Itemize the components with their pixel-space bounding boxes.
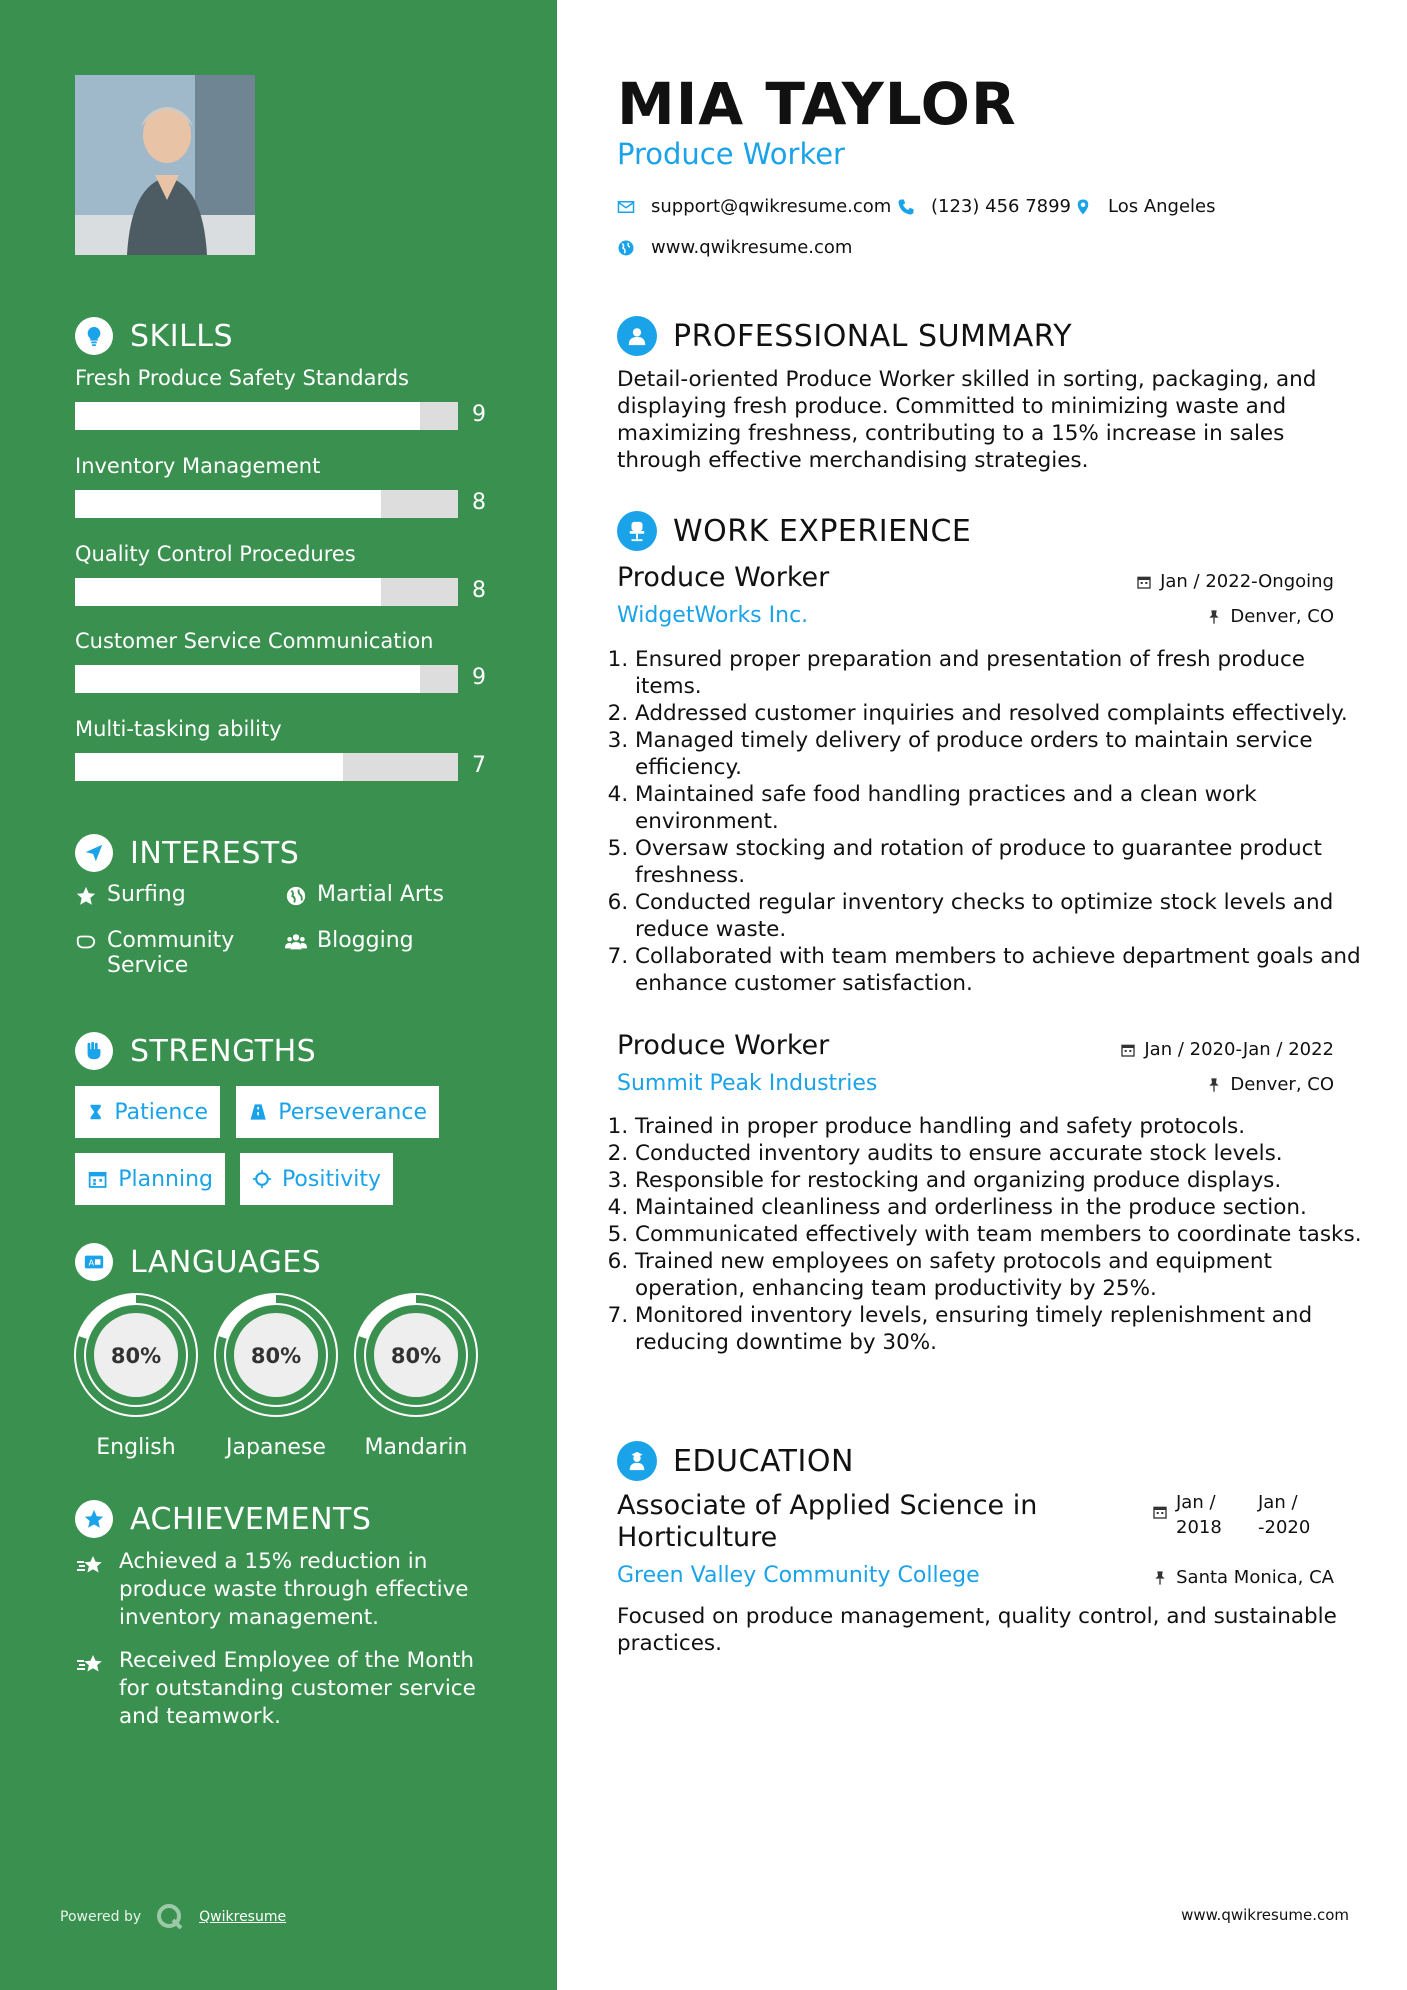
main-content <box>557 0 1407 1990</box>
calendar-icon <box>1120 1042 1136 1058</box>
job-task: 6. Conducted regular inventory checks to optimize stock levels and reduce waste. <box>635 889 1375 943</box>
language-name: Japanese <box>226 1435 326 1460</box>
svg-text:A: A <box>88 1257 95 1268</box>
skill-item <box>75 366 495 427</box>
education-description: Focused on produce management, quality control, and sustainable practices. <box>617 1604 1337 1656</box>
strength-tag <box>75 1086 220 1138</box>
job-dates-text: Jan / 2020-Jan / 2022 <box>1144 1039 1334 1060</box>
languages-heading <box>75 1243 321 1281</box>
skill-bar <box>75 578 458 606</box>
job-dates-text: Jan / 2022-Ongoing <box>1160 571 1334 592</box>
job-title: Produce Worker <box>617 562 830 593</box>
skill-name: Quality Control Procedures <box>75 542 356 566</box>
skills-title: SKILLS <box>130 318 234 354</box>
job-company: Summit Peak Industries <box>617 1071 878 1096</box>
achievement-star-icon <box>75 1500 113 1538</box>
summary-heading <box>617 316 1072 356</box>
education-title: EDUCATION <box>673 1443 854 1479</box>
job-task: 5. Communicated effectively with team members to coordinate tasks. <box>635 1221 1375 1248</box>
job-dates <box>1136 571 1334 592</box>
interest-item <box>285 928 414 953</box>
contact-email[interactable] <box>617 196 891 217</box>
language-icon <box>75 1243 113 1281</box>
strength-label: Patience <box>114 1099 208 1125</box>
achievement-item <box>75 1647 495 1731</box>
pushpin-icon <box>1152 1570 1168 1586</box>
strength-label: Positivity <box>281 1166 381 1192</box>
sidebar <box>0 0 557 1990</box>
language-percent: 80% <box>110 1344 162 1368</box>
job-task: 7. Collaborated with team members to achieve department goals and enhance customer satisfaction. <box>635 943 1375 997</box>
job-location-text: Denver, CO <box>1230 606 1334 627</box>
job-title: Produce Worker <box>617 1030 830 1061</box>
skill-level: 9 <box>472 665 486 690</box>
strength-tag <box>75 1153 225 1205</box>
job-task: 3. Managed timely delivery of produce orders to maintain service efficiency. <box>635 727 1375 781</box>
strengths-title: STRENGTHS <box>130 1033 317 1069</box>
interest-item <box>75 882 186 907</box>
handshake-icon <box>75 931 97 953</box>
language-name: English <box>96 1435 176 1460</box>
education-heading <box>617 1441 854 1481</box>
job-dates <box>1120 1039 1334 1060</box>
road-icon <box>248 1101 268 1123</box>
education-end <box>1258 1490 1318 1540</box>
calendar-icon <box>1136 574 1152 590</box>
interests-heading <box>75 834 299 872</box>
achievements-heading <box>75 1500 371 1538</box>
strengths-heading <box>75 1032 316 1070</box>
skills-heading <box>75 317 233 355</box>
contact-location <box>1074 196 1216 217</box>
education-location <box>1152 1567 1334 1588</box>
shooting-star-icon <box>75 1550 105 1580</box>
job-task: 2. Addressed customer inquiries and resolved complaints effectively. <box>635 700 1375 727</box>
pushpin-icon <box>1206 1077 1222 1093</box>
education-school: Green Valley Community College <box>617 1563 980 1588</box>
education-degree: Associate of Applied Science in Horticulture <box>617 1490 1038 1553</box>
education-dates <box>1152 1490 1318 1540</box>
skill-item <box>75 454 495 515</box>
language-ring <box>214 1293 338 1417</box>
language-item <box>354 1293 478 1460</box>
user-icon <box>617 316 657 356</box>
strength-tag <box>236 1086 439 1138</box>
lightbulb-icon <box>75 317 113 355</box>
qwikresume-link[interactable]: Qwikresume <box>199 1909 287 1925</box>
footer-url[interactable]: www.qwikresume.com <box>1181 1906 1349 1924</box>
education-end-year <box>1258 1515 1318 1540</box>
fist-icon <box>75 1032 113 1070</box>
skill-bar-fill <box>75 665 420 693</box>
calendar-icon <box>1152 1504 1168 1520</box>
skill-level: 8 <box>472 578 486 603</box>
education-end-month: Jan / <box>1258 1492 1298 1513</box>
skill-name: Customer Service Communication <box>75 629 434 653</box>
powered-by-label: Powered by <box>60 1909 142 1925</box>
phone-icon <box>897 198 915 216</box>
shooting-star-icon <box>75 1649 105 1679</box>
skill-item <box>75 717 495 778</box>
skill-bar-fill <box>75 402 420 430</box>
job-location <box>1206 1074 1334 1095</box>
language-percent: 80% <box>390 1344 442 1368</box>
language-ring <box>74 1293 198 1417</box>
job-task: 4. Maintained safe food handling practices and a clean work environment. <box>635 781 1375 835</box>
location-text: Los Angeles <box>1108 196 1216 217</box>
achievement-text: Achieved a 15% reduction in produce waste through effective inventory management. <box>119 1549 469 1630</box>
paper-plane-icon <box>75 834 113 872</box>
skill-level: 9 <box>472 402 486 427</box>
profile-photo <box>75 75 255 255</box>
language-item <box>214 1293 338 1460</box>
languages-title: LANGUAGES <box>130 1244 322 1280</box>
skill-name: Multi-tasking ability <box>75 717 282 741</box>
envelope-icon <box>617 198 635 216</box>
job-task: 7. Monitored inventory levels, ensuring timely replenishment and reducing downtime by 30%. <box>635 1302 1375 1356</box>
email-text: support@qwikresume.com <box>651 196 892 217</box>
strength-label: Perseverance <box>278 1099 427 1125</box>
candidate-role: Produce Worker <box>617 137 845 171</box>
interest-item <box>285 882 444 907</box>
candidate-name: MIA TAYLOR <box>617 70 1017 138</box>
skill-bar-fill <box>75 578 381 606</box>
pushpin-icon <box>1206 609 1222 625</box>
calendar-icon <box>87 1168 108 1190</box>
website-text: www.qwikresume.com <box>651 237 853 258</box>
skill-bar <box>75 490 458 518</box>
skill-bar-fill <box>75 490 381 518</box>
job-task: 4. Maintained cleanliness and orderliness in the produce section. <box>635 1194 1375 1221</box>
sun-icon <box>252 1168 272 1190</box>
language-ring <box>354 1293 478 1417</box>
job-location-text: Denver, CO <box>1230 1074 1334 1095</box>
powered-by <box>60 1902 286 1932</box>
globe-icon <box>285 885 307 907</box>
job-task: 2. Conducted inventory audits to ensure accurate stock levels. <box>635 1140 1375 1167</box>
interest-label: Community Service <box>107 928 235 978</box>
skill-name: Fresh Produce Safety Standards <box>75 366 409 390</box>
skill-level: 8 <box>472 490 486 515</box>
phone-text: (123) 456 7899 <box>931 196 1072 217</box>
skill-bar-fill <box>75 753 343 781</box>
experience-heading <box>617 511 971 551</box>
qwikresume-logo-icon <box>155 1902 185 1932</box>
hourglass-icon <box>87 1101 104 1123</box>
education-start-year: 2018 <box>1176 1517 1222 1538</box>
interest-label: Surfing <box>107 882 186 907</box>
education-end-year-text: 2020 <box>1264 1517 1311 1538</box>
interest-item <box>75 928 255 978</box>
interests-title: INTERESTS <box>130 835 300 871</box>
skill-bar <box>75 753 458 781</box>
contact-phone[interactable] <box>897 196 1071 217</box>
education-start <box>1176 1490 1236 1540</box>
experience-title: WORK EXPERIENCE <box>673 513 972 549</box>
achievement-item <box>75 1548 495 1632</box>
job-task-list <box>617 646 1375 997</box>
language-name: Mandarin <box>364 1435 468 1460</box>
star-icon <box>75 885 97 907</box>
education-date-separator: - <box>1258 1517 1265 1538</box>
summary-title: PROFESSIONAL SUMMARY <box>673 318 1073 354</box>
skill-name: Inventory Management <box>75 454 321 478</box>
job-company: WidgetWorks Inc. <box>617 603 809 628</box>
achievement-text: Received Employee of the Month for outstanding customer service and teamwork. <box>119 1648 476 1729</box>
job-location <box>1206 606 1334 627</box>
map-pin-icon <box>1074 198 1092 216</box>
language-percent: 80% <box>250 1344 302 1368</box>
office-chair-icon <box>617 511 657 551</box>
skill-bar <box>75 665 458 693</box>
skill-item <box>75 629 495 690</box>
job-task: 1. Ensured proper preparation and presentation of fresh produce items. <box>635 646 1375 700</box>
job-task: 5. Oversaw stocking and rotation of produce to guarantee product freshness. <box>635 835 1375 889</box>
skill-item <box>75 542 495 603</box>
job-task: 3. Responsible for restocking and organizing produce displays. <box>635 1167 1375 1194</box>
skill-bar <box>75 402 458 430</box>
interest-label: Blogging <box>317 928 414 953</box>
skill-level: 7 <box>472 753 486 778</box>
contact-website[interactable] <box>617 237 852 258</box>
achievements-title: ACHIEVEMENTS <box>130 1501 372 1537</box>
users-icon <box>285 931 307 953</box>
strength-label: Planning <box>118 1166 213 1192</box>
education-start-month: Jan / <box>1176 1492 1216 1513</box>
interest-label: Martial Arts <box>317 882 445 907</box>
job-task: 6. Trained new employees on safety protocols and equipment operation, enhancing team productivity by 25%. <box>635 1248 1375 1302</box>
job-task-list <box>617 1113 1375 1356</box>
education-location-text: Santa Monica, CA <box>1176 1567 1334 1588</box>
language-item <box>74 1293 198 1460</box>
summary-text: Detail-oriented Produce Worker skilled in sorting, packaging, and displaying fresh produce. Committed to minimizing waste and maximizing freshness, contributing to a 15% increase in sales through effective merchandising strategies. <box>617 367 1317 473</box>
job-task: 1. Trained in proper produce handling and safety protocols. <box>635 1113 1375 1140</box>
strength-tag <box>240 1153 393 1205</box>
globe-icon <box>617 239 635 257</box>
graduation-icon <box>617 1441 657 1481</box>
